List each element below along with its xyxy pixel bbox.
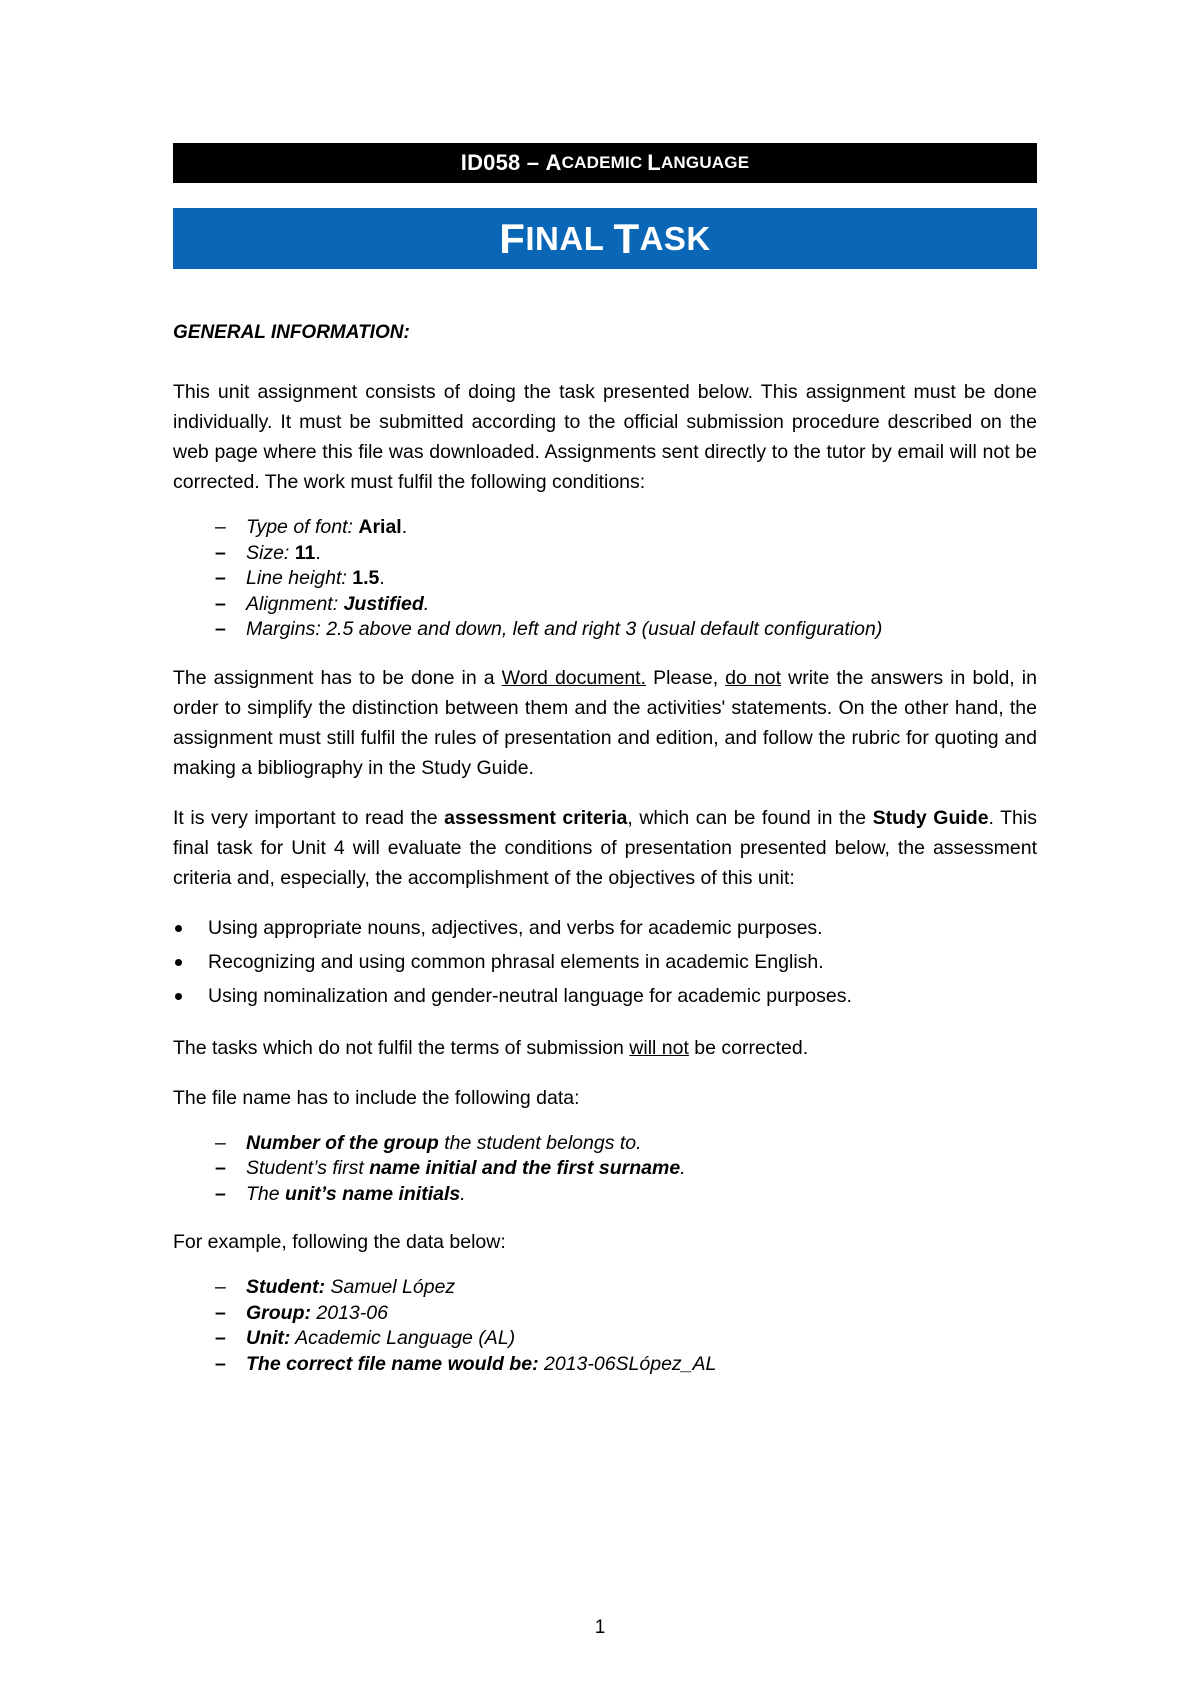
list-item: – Size: 11. <box>173 541 1037 567</box>
general-information-heading: GENERAL INFORMATION: <box>173 322 410 343</box>
banner-rest-f: INAL <box>525 219 614 257</box>
word-document-link: Word document. <box>501 666 646 689</box>
list-item: Using nominalization and gender-neutral language for academic purposes. <box>173 979 1037 1013</box>
objectives-list <box>173 911 1037 1013</box>
document-page <box>173 143 1037 1377</box>
list-item: – Line height: 1.5. <box>173 566 1037 592</box>
title-initial-l: L <box>647 150 661 175</box>
list-item: – Alignment: Justified. <box>173 592 1037 618</box>
title-rest-l: ANGUAGE <box>660 153 750 172</box>
list-item: – Group: 2013-06 <box>173 1301 1037 1327</box>
list-item: – Student’s first name initial and the first surname. <box>173 1156 1037 1182</box>
course-title-bar <box>173 143 1037 183</box>
banner-initial-f: F <box>499 214 526 262</box>
terms-paragraph: The tasks which do not fulfil the terms of submission will not be corrected. <box>173 1036 809 1059</box>
list-item: – The unit’s name initials. <box>173 1182 1037 1208</box>
list-item: – Student: Samuel López <box>173 1275 1037 1301</box>
filename-data-list <box>173 1131 1037 1208</box>
banner-initial-t: T <box>613 214 640 262</box>
title-rest-a: CADEMIC <box>561 153 648 172</box>
list-item: Recognizing and using common phrasal elements in academic English. <box>173 945 1037 979</box>
conditions-list <box>173 515 1037 643</box>
list-item: – Unit: Academic Language (AL) <box>173 1326 1037 1352</box>
page-number: 1 <box>594 1617 606 1638</box>
title-initial-a: A <box>545 150 562 175</box>
list-item: – Number of the group the student belongs to. <box>173 1131 1037 1157</box>
example-intro: For example, following the data below: <box>173 1231 506 1253</box>
intro-paragraph: This unit assignment consists of doing the task presented below. This assignment must be done individually. It must be submitted according to the official submission procedure described on the web page where this file was downloaded. Assignments sent directly to the tutor by email will not be corrected. The work must fulfil the following conditions: <box>173 381 1037 493</box>
example-list <box>173 1275 1037 1377</box>
list-item: – Type of font: Arial. <box>173 515 1037 541</box>
list-item: – Margins: 2.5 above and down, left and right 3 (usual default configuration) <box>173 617 1037 643</box>
assessment-criteria-paragraph: It is very important to read the assessment criteria, which can be found in the Study Guide. This final task for Unit 4 will evaluate the conditions of presentation presented below, the assessment criteria and, especially, the accomplishment of the objectives of this unit: <box>173 806 1037 889</box>
banner-rest-t: ASK <box>639 219 711 257</box>
word-document-paragraph: The assignment has to be done in a Word document. Please, do not write the answers in bold, in order to simplify the distinction between them and the activities' statements. On the other hand, the assignment must still fulfil the rules of presentation and edition, and follow the rubric for quoting and making a bibliography in the Study Guide. <box>173 666 1037 779</box>
list-item: Using appropriate nouns, adjectives, and verbs for academic purposes. <box>173 911 1037 945</box>
list-item: – The correct file name would be: 2013-06SLópez_AL <box>173 1352 1037 1378</box>
final-task-banner <box>173 208 1037 269</box>
filename-intro: The file name has to include the following data: <box>173 1086 580 1109</box>
course-code: ID058 – <box>460 150 546 175</box>
